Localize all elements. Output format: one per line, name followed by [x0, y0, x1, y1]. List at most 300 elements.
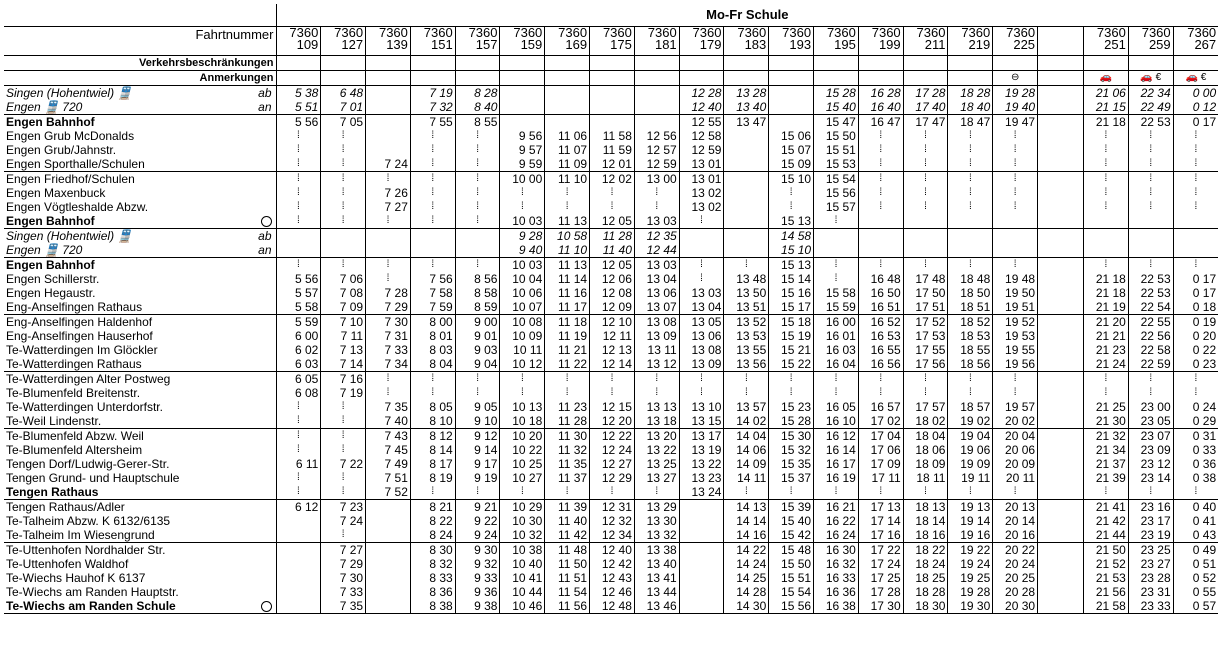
departure-time: ⁞: [545, 386, 590, 400]
departure-time: 17 25: [858, 571, 903, 585]
departure-time: [500, 100, 545, 115]
stop-name-text: Te-Watterdingen Im Glöckler: [6, 343, 158, 357]
departure-time: 21 34: [1084, 443, 1129, 457]
departure-time: ⁞: [769, 372, 814, 387]
departure-time: 15 09: [769, 157, 814, 172]
stop-name: [4, 457, 276, 471]
departure-time: ⁞: [993, 157, 1038, 172]
departure-time: 7 09: [321, 300, 366, 315]
restrictions-label: Verkehrsbeschränkungen: [4, 56, 276, 71]
trip-number-suffix: 157: [475, 37, 498, 52]
departure-time: ⁞: [1128, 485, 1173, 500]
departure-time: 21 18: [1084, 115, 1129, 130]
departure-time: [1173, 243, 1218, 258]
departure-time: 13 03: [634, 258, 679, 273]
departure-time: 11 22: [545, 357, 590, 372]
departure-time: ⁞: [500, 485, 545, 500]
departure-time: 9 03: [455, 343, 500, 357]
stop-name: [4, 357, 276, 372]
departure-time: 16 14: [814, 443, 859, 457]
stop-name-text: Te-Wiechs am Randen Hauptstr.: [6, 585, 179, 599]
departure-time: 14 14: [724, 514, 769, 528]
departure-time: [724, 229, 769, 244]
departure-time: 11 40: [590, 243, 635, 258]
departure-time: 5 57: [276, 286, 321, 300]
departure-time: ⁞: [410, 214, 455, 229]
departure-time: 11 28: [545, 414, 590, 429]
departure-time: 9 22: [455, 514, 500, 528]
departure-time: 14 02: [724, 414, 769, 429]
departure-time: 0 18: [1173, 300, 1218, 315]
departure-time: 14 22: [724, 543, 769, 558]
trip-number: [814, 27, 859, 56]
departure-time: 13 53: [724, 329, 769, 343]
departure-time: 15 58: [814, 286, 859, 300]
departure-time: 0 12: [1173, 100, 1218, 115]
departure-time: ⁞: [410, 186, 455, 200]
departure-time: 18 47: [948, 115, 993, 130]
departure-time: [1038, 172, 1084, 187]
departure-time: [1038, 528, 1084, 543]
departure-time: [366, 129, 411, 143]
departure-time: 12 14: [590, 357, 635, 372]
departure-time: ⁞: [1128, 143, 1173, 157]
departure-time: 18 11: [903, 471, 948, 485]
departure-time: 0 23: [1173, 357, 1218, 372]
note-cell: ⊖: [993, 71, 1038, 86]
departure-time: 20 09: [993, 457, 1038, 471]
departure-time: 7 43: [366, 429, 411, 444]
departure-time: 23 31: [1128, 585, 1173, 599]
trip-number: [1084, 27, 1129, 56]
departure-time: 0 38: [1173, 471, 1218, 485]
departure-time: ⁞: [321, 528, 366, 543]
stop-name-text: Engen Bahnhof: [6, 258, 95, 272]
departure-time: 0 00: [1173, 86, 1218, 101]
departure-time: 19 30: [948, 599, 993, 614]
departure-time: 16 03: [814, 343, 859, 357]
departure-time: 9 32: [455, 557, 500, 571]
trip-number: [590, 27, 635, 56]
departure-time: [366, 243, 411, 258]
departure-time: ⁞: [769, 186, 814, 200]
departure-time: ⁞: [1128, 129, 1173, 143]
departure-time: ⁞: [410, 143, 455, 157]
departure-time: 23 12: [1128, 457, 1173, 471]
departure-time: [276, 571, 321, 585]
departure-time: [366, 100, 411, 115]
departure-time: ⁞: [455, 143, 500, 157]
departure-time: ⁞: [455, 372, 500, 387]
title-row: [4, 4, 1218, 27]
departure-time: 21 37: [1084, 457, 1129, 471]
departure-time: ⁞: [455, 485, 500, 500]
departure-time: 17 50: [903, 286, 948, 300]
departure-time: 12 34: [590, 528, 635, 543]
departure-time: ⁞: [321, 172, 366, 187]
departure-time: 12 08: [590, 286, 635, 300]
departure-time: 17 52: [903, 315, 948, 330]
departure-time: 16 05: [814, 400, 859, 414]
departure-time: 0 20: [1173, 329, 1218, 343]
departure-time: 9 14: [455, 443, 500, 457]
departure-time: 19 47: [993, 115, 1038, 130]
stop-row: [4, 343, 1218, 357]
note-cell: [948, 71, 993, 86]
departure-time: ⁞: [948, 485, 993, 500]
departure-time: 17 06: [858, 443, 903, 457]
departure-time: 15 56: [814, 186, 859, 200]
stop-name-text: Engen Grub/Jahnstr.: [6, 143, 117, 157]
departure-time: 12 27: [590, 457, 635, 471]
departure-time: ⁞: [500, 372, 545, 387]
departure-time: 13 46: [634, 599, 679, 614]
departure-time: ⁞: [634, 485, 679, 500]
departure-time: 12 58: [679, 129, 724, 143]
departure-time: 9 40: [500, 243, 545, 258]
departure-time: 13 08: [679, 343, 724, 357]
note-cell: [858, 71, 903, 86]
restriction-cell: [1128, 56, 1173, 71]
departure-time: 8 04: [410, 357, 455, 372]
departure-time: 18 53: [948, 329, 993, 343]
stop-name-text: Te-Talheim Im Wiesengrund: [6, 528, 155, 542]
departure-time: ⁞: [858, 485, 903, 500]
stop-name: [4, 100, 276, 115]
departure-time: 13 11: [634, 343, 679, 357]
departure-time: [769, 100, 814, 115]
departure-time: 20 04: [993, 429, 1038, 444]
stop-row: [4, 386, 1218, 400]
departure-time: ⁞: [455, 129, 500, 143]
departure-time: 7 10: [321, 315, 366, 330]
departure-time: ⁞: [1173, 143, 1218, 157]
departure-time: 23 16: [1128, 500, 1173, 515]
stop-name-text: Te-Uttenhofen Waldhof: [6, 557, 129, 571]
departure-time: ⁞: [366, 372, 411, 387]
departure-time: [724, 243, 769, 258]
departure-time: 12 57: [634, 143, 679, 157]
departure-time: 16 28: [858, 86, 903, 101]
stop-name: [4, 429, 276, 444]
departure-time: [1038, 214, 1084, 229]
departure-time: ⁞: [724, 258, 769, 273]
departure-time: 12 32: [590, 514, 635, 528]
departure-time: ⁞: [724, 386, 769, 400]
departure-time: 11 50: [545, 557, 590, 571]
departure-time: ⁞: [814, 258, 859, 273]
departure-time: 8 28: [455, 86, 500, 101]
departure-time: 19 09: [948, 457, 993, 471]
departure-time: 10 06: [500, 286, 545, 300]
departure-time: [858, 214, 903, 229]
departure-time: ⁞: [993, 485, 1038, 500]
departure-time: 17 22: [858, 543, 903, 558]
departure-time: 16 22: [814, 514, 859, 528]
departure-time: 11 07: [545, 143, 590, 157]
departure-time: 15 40: [814, 100, 859, 115]
departure-time: ⁞: [321, 200, 366, 214]
departure-time: 23 05: [1128, 414, 1173, 429]
departure-time: ⁞: [455, 172, 500, 187]
departure-time: 11 10: [545, 243, 590, 258]
departure-time: 7 24: [321, 514, 366, 528]
stop-name-text: Te-Watterdingen Alter Postweg: [6, 372, 171, 386]
departure-time: 17 57: [903, 400, 948, 414]
stop-name: [4, 557, 276, 571]
departure-time: [1038, 186, 1084, 200]
departure-time: 12 40: [590, 543, 635, 558]
stop-name-text: Tengen Rathaus: [6, 485, 99, 499]
departure-time: [321, 229, 366, 244]
stop-name-text: Engen Sporthalle/Schulen: [6, 157, 145, 171]
departure-time: 12 11: [590, 329, 635, 343]
departure-time: 0 17: [1173, 115, 1218, 130]
note-cell: [679, 71, 724, 86]
departure-time: 16 24: [814, 528, 859, 543]
departure-time: 15 53: [814, 157, 859, 172]
departure-time: 20 14: [993, 514, 1038, 528]
stop-row: [4, 115, 1218, 130]
departure-time: [858, 229, 903, 244]
departure-time: 18 25: [903, 571, 948, 585]
restriction-cell: [1173, 56, 1218, 71]
stop-row: [4, 429, 1218, 444]
departure-time: 11 06: [545, 129, 590, 143]
departure-time: [500, 115, 545, 130]
departure-time: 8 40: [455, 100, 500, 115]
departure-time: ⁞: [903, 157, 948, 172]
departure-time: [366, 143, 411, 157]
departure-time: 11 37: [545, 471, 590, 485]
departure-time: [1038, 500, 1084, 515]
departure-time: 20 25: [993, 571, 1038, 585]
departure-time: ⁞: [814, 214, 859, 229]
departure-time: [1038, 343, 1084, 357]
departure-time: 10 00: [500, 172, 545, 187]
departure-time: [903, 243, 948, 258]
departure-time: 0 24: [1173, 400, 1218, 414]
departure-time: 13 10: [679, 400, 724, 414]
departure-time: 13 08: [634, 315, 679, 330]
departure-time: 10 29: [500, 500, 545, 515]
departure-time: 8 17: [410, 457, 455, 471]
departure-time: 10 46: [500, 599, 545, 614]
departure-time: 13 55: [724, 343, 769, 357]
departure-time: 7 29: [366, 300, 411, 315]
departure-time: 12 10: [590, 315, 635, 330]
departure-time: 21 18: [1084, 272, 1129, 286]
trip-number-suffix: 199: [878, 37, 901, 52]
departure-time: 19 56: [993, 357, 1038, 372]
stop-row: [4, 443, 1218, 457]
departure-time: 17 30: [858, 599, 903, 614]
departure-time: ⁞: [276, 258, 321, 273]
departure-time: [1038, 229, 1084, 244]
trip-line: 7360: [558, 26, 588, 40]
departure-time: 7 19: [410, 86, 455, 101]
stop-name: [4, 286, 276, 300]
departure-time: ⁞: [993, 372, 1038, 387]
departure-time: 18 52: [948, 315, 993, 330]
departure-time: 9 28: [500, 229, 545, 244]
stop-row: [4, 414, 1218, 429]
stop-name: [4, 172, 276, 187]
departure-time: 12 31: [590, 500, 635, 515]
departure-time: 8 56: [455, 272, 500, 286]
arrival-departure-marker: an: [258, 100, 272, 114]
departure-time: 21 52: [1084, 557, 1129, 571]
departure-time: ⁞: [1084, 258, 1129, 273]
departure-time: ⁞: [410, 372, 455, 387]
departure-time: 15 23: [769, 400, 814, 414]
departure-time: ⁞: [1084, 372, 1129, 387]
trip-number-suffix: 109: [296, 37, 319, 52]
departure-time: 15 14: [769, 272, 814, 286]
departure-time: 16 01: [814, 329, 859, 343]
departure-time: 12 56: [634, 129, 679, 143]
departure-time: 9 01: [455, 329, 500, 343]
departure-time: ⁞: [724, 485, 769, 500]
departure-time: ⁞: [634, 186, 679, 200]
departure-time: 7 32: [410, 100, 455, 115]
departure-time: ⁞: [321, 471, 366, 485]
departure-time: [366, 500, 411, 515]
departure-time: ⁞: [634, 386, 679, 400]
stop-row: [4, 571, 1218, 585]
departure-time: 12 29: [590, 471, 635, 485]
departure-time: 11 30: [545, 429, 590, 444]
departure-time: 0 41: [1173, 514, 1218, 528]
departure-time: 15 48: [769, 543, 814, 558]
departure-time: [634, 100, 679, 115]
stop-row: [4, 100, 1218, 115]
departure-time: ⁞: [590, 485, 635, 500]
stop-row: [4, 286, 1218, 300]
departure-time: 17 02: [858, 414, 903, 429]
stop-row: [4, 229, 1218, 244]
arrival-departure-marker: ab: [258, 229, 272, 243]
stop-row: [4, 329, 1218, 343]
departure-time: 17 48: [903, 272, 948, 286]
departure-time: ⁞: [814, 272, 859, 286]
stop-row: [4, 599, 1218, 614]
departure-time: 8 05: [410, 400, 455, 414]
departure-time: [276, 243, 321, 258]
restriction-cell: [545, 56, 590, 71]
circle-marker-icon: [261, 216, 272, 227]
departure-time: [1084, 243, 1129, 258]
departure-time: 6 00: [276, 329, 321, 343]
departure-time: ⁞: [1128, 172, 1173, 187]
departure-time: ⁞: [276, 129, 321, 143]
departure-time: 19 53: [993, 329, 1038, 343]
stop-row: [4, 258, 1218, 273]
departure-time: 15 28: [814, 86, 859, 101]
departure-time: ⁞: [1128, 372, 1173, 387]
departure-time: 7 40: [366, 414, 411, 429]
note-cell: [455, 71, 500, 86]
departure-time: 19 02: [948, 414, 993, 429]
departure-time: [1038, 386, 1084, 400]
stop-name: [4, 543, 276, 558]
departure-time: ⁞: [545, 372, 590, 387]
stop-name-text: Engen 🚆 720: [6, 243, 83, 257]
departure-time: ⁞: [679, 372, 724, 387]
departure-time: 0 43: [1173, 528, 1218, 543]
departure-time: ⁞: [455, 258, 500, 273]
departure-time: ⁞: [993, 143, 1038, 157]
stop-row: [4, 585, 1218, 599]
stop-name: [4, 571, 276, 585]
stop-name: [4, 300, 276, 315]
departure-time: 13 01: [679, 157, 724, 172]
departure-time: [1038, 429, 1084, 444]
departure-time: 11 40: [545, 514, 590, 528]
departure-time: ⁞: [500, 200, 545, 214]
departure-time: 10 25: [500, 457, 545, 471]
note-cell: [276, 71, 321, 86]
stop-name: [4, 471, 276, 485]
departure-time: 12 42: [590, 557, 635, 571]
departure-time: ⁞: [858, 129, 903, 143]
departure-time: ⁞: [903, 372, 948, 387]
departure-time: [679, 585, 724, 599]
departure-time: 14 06: [724, 443, 769, 457]
departure-time: ⁞: [1084, 172, 1129, 187]
departure-time: ⁞: [321, 143, 366, 157]
note-cell: [769, 71, 814, 86]
departure-time: 13 48: [724, 272, 769, 286]
departure-time: 15 37: [769, 471, 814, 485]
trip-number: [769, 27, 814, 56]
departure-time: 7 35: [321, 599, 366, 614]
departure-time: 7 33: [321, 585, 366, 599]
departure-time: ⁞: [321, 214, 366, 229]
departure-time: ⁞: [590, 186, 635, 200]
departure-time: 16 17: [814, 457, 859, 471]
departure-time: 16 47: [858, 115, 903, 130]
trip-line: 7360: [871, 26, 901, 40]
stop-name-text: Eng-Anselfingen Hauserhof: [6, 329, 153, 343]
departure-time: 13 38: [634, 543, 679, 558]
trip-number-suffix: 225: [1013, 37, 1036, 52]
departure-time: 11 35: [545, 457, 590, 471]
departure-time: 10 03: [500, 214, 545, 229]
departure-time: 11 28: [590, 229, 635, 244]
note-cell: [724, 71, 769, 86]
departure-time: 10 04: [500, 272, 545, 286]
departure-time: 16 00: [814, 315, 859, 330]
departure-time: ⁞: [724, 372, 769, 387]
departure-time: 21 42: [1084, 514, 1129, 528]
departure-time: 12 59: [634, 157, 679, 172]
stop-row: [4, 214, 1218, 229]
departure-time: 13 23: [679, 471, 724, 485]
departure-time: [1038, 400, 1084, 414]
note-cell: [321, 71, 366, 86]
departure-time: 13 15: [679, 414, 724, 429]
departure-time: 18 06: [903, 443, 948, 457]
departure-time: 16 32: [814, 557, 859, 571]
departure-time: 11 42: [545, 528, 590, 543]
departure-time: 9 57: [500, 143, 545, 157]
stop-name: [4, 157, 276, 172]
departure-time: 8 01: [410, 329, 455, 343]
departure-time: 13 01: [679, 172, 724, 187]
departure-time: 15 32: [769, 443, 814, 457]
departure-time: 8 33: [410, 571, 455, 585]
